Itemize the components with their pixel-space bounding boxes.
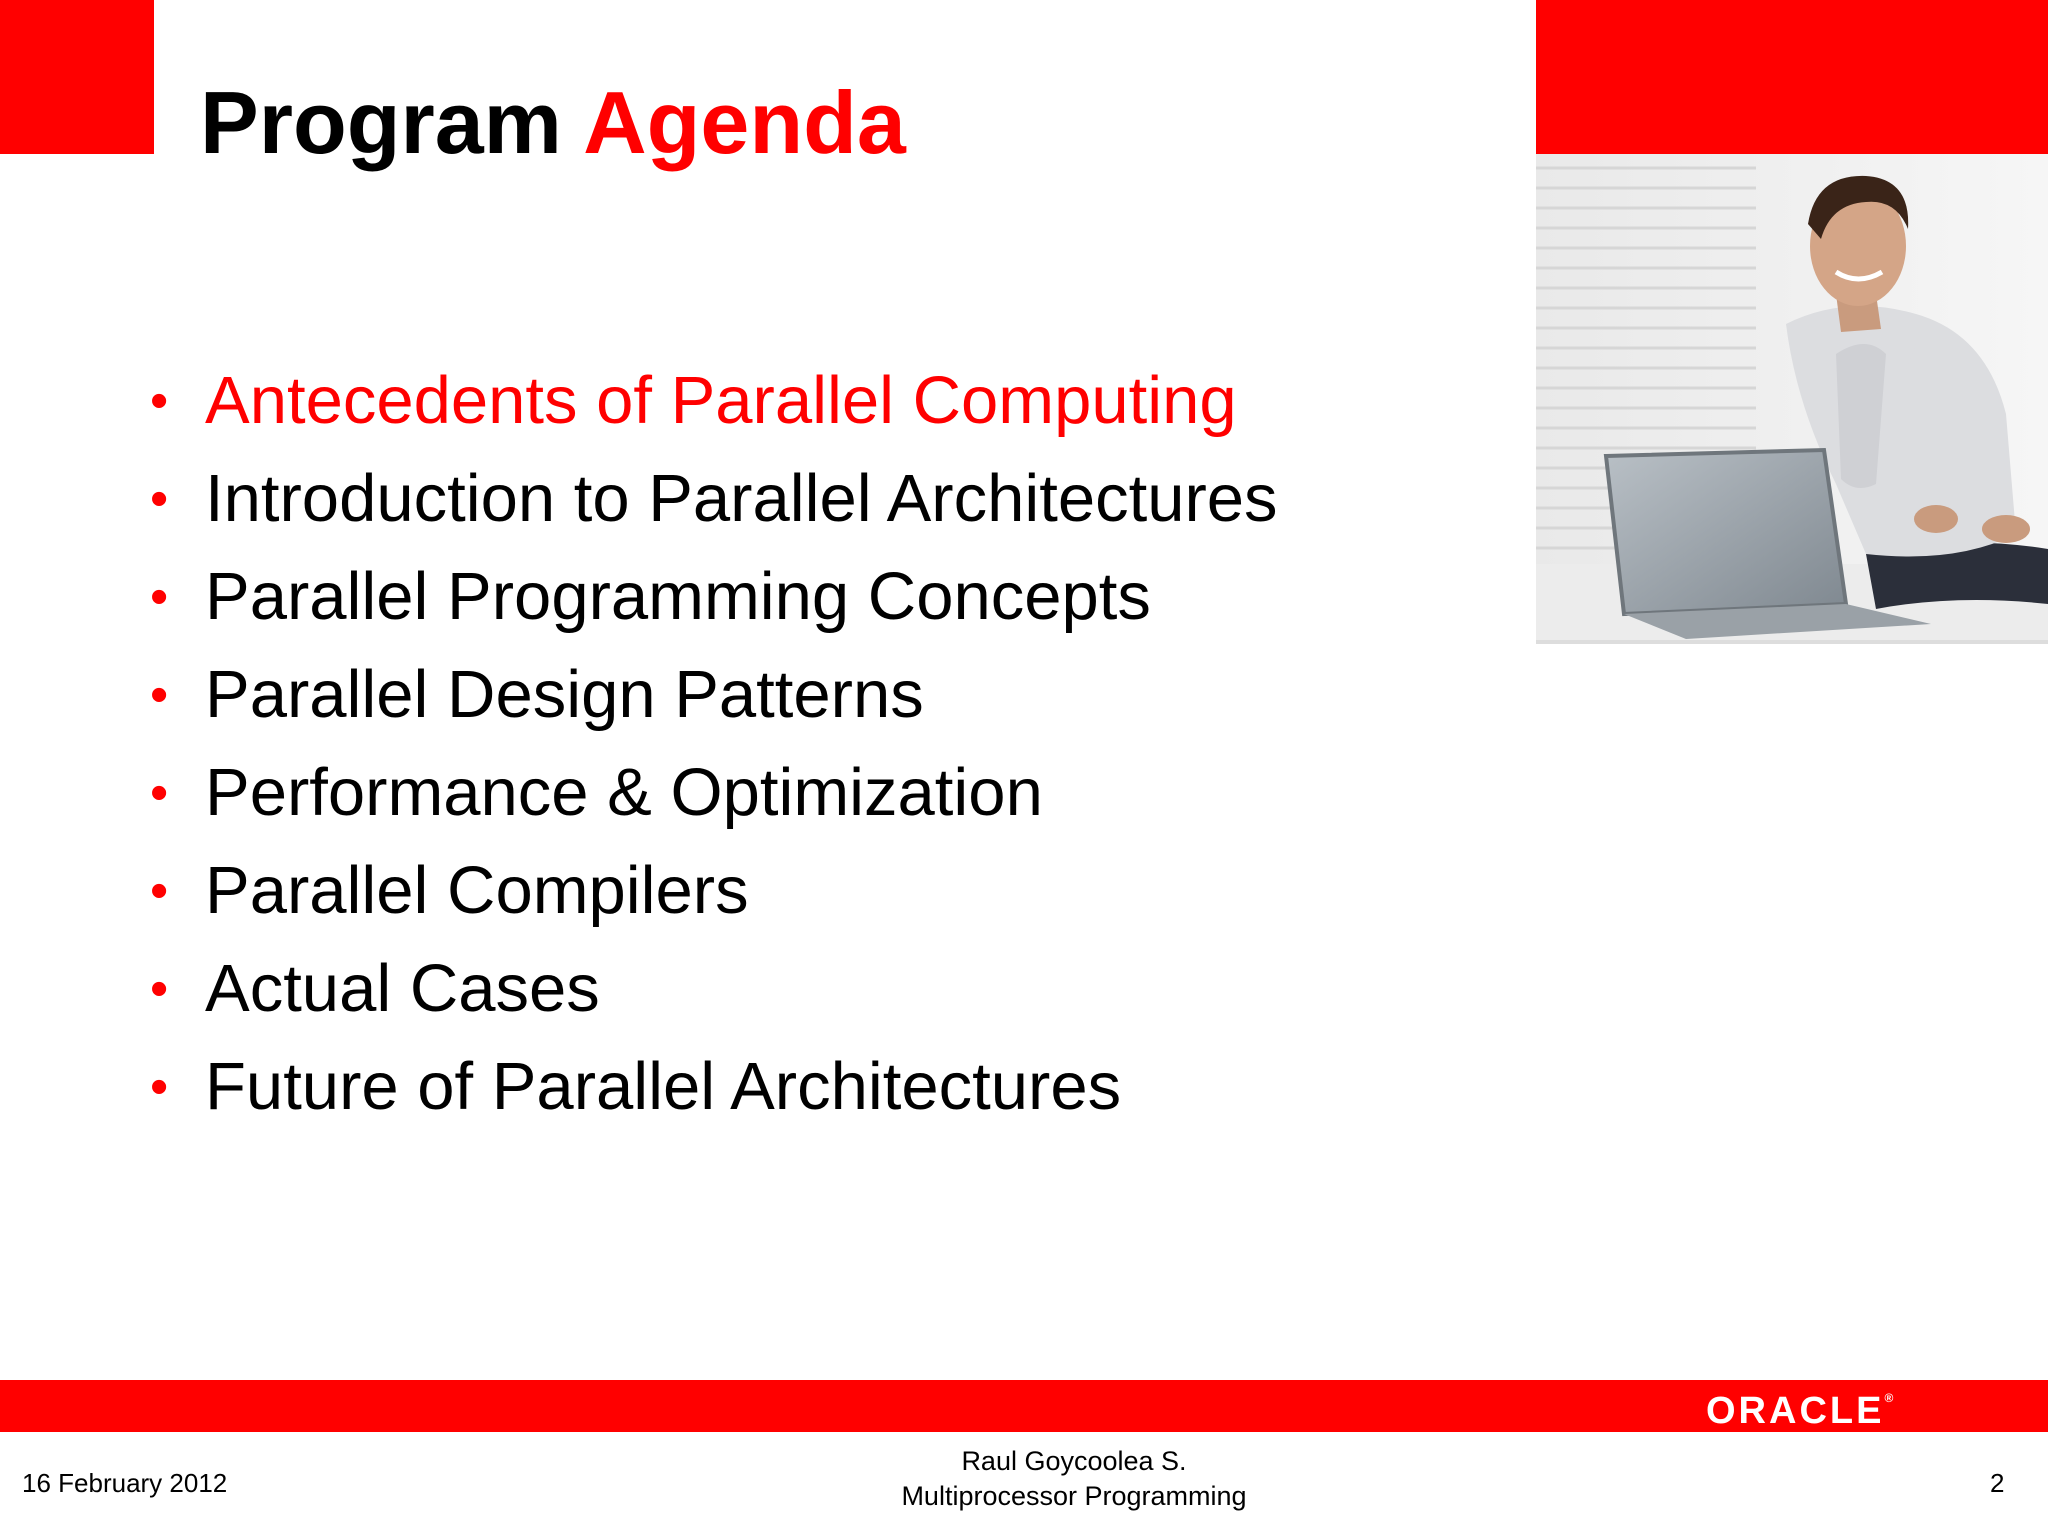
bullet-icon: • <box>150 1058 169 1116</box>
page-number: 2 <box>1990 1468 2005 1498</box>
agenda-item-actual-cases <box>150 940 1278 1038</box>
bullet-icon: • <box>150 666 169 724</box>
agenda-item-architectures-intro <box>150 450 1278 548</box>
agenda-item-label: Parallel Compilers <box>205 853 749 928</box>
bullet-icon: • <box>150 960 169 1018</box>
slide-title <box>200 72 906 173</box>
corner-accent-block <box>0 0 154 154</box>
footer-author: Raul Goycoolea S. <box>961 1446 1187 1476</box>
agenda-item-label: Parallel Programming Concepts <box>205 559 1151 634</box>
agenda-item-compilers <box>150 842 1278 940</box>
registered-mark: ® <box>1884 1391 1894 1405</box>
man-with-laptop-photo <box>1536 154 2048 644</box>
bullet-icon: • <box>150 470 169 528</box>
agenda-item-label: Performance & Optimization <box>205 755 1043 830</box>
agenda-item-label: Actual Cases <box>205 951 600 1026</box>
bullet-icon: • <box>150 372 169 430</box>
oracle-logo <box>1706 1392 1893 1430</box>
bullet-icon: • <box>150 568 169 626</box>
title-main: Program <box>200 73 562 172</box>
agenda-item-future <box>150 1038 1278 1136</box>
footer-date: 16 February 2012 <box>22 1468 228 1498</box>
agenda-item-label: Parallel Design Patterns <box>205 657 924 732</box>
agenda-item-performance <box>150 744 1278 842</box>
footer-course: Multiprocessor Programming <box>901 1481 1247 1511</box>
bullet-icon: • <box>150 862 169 920</box>
footer-presenter-info <box>774 1444 1374 1514</box>
agenda-item-design-patterns <box>150 646 1278 744</box>
title-accent: Agenda <box>583 73 906 172</box>
header-accent-block <box>1536 0 2048 154</box>
agenda-item-antecedents <box>150 352 1278 450</box>
agenda-item-label: Introduction to Parallel Architectures <box>205 461 1278 536</box>
bullet-icon: • <box>150 764 169 822</box>
agenda-item-programming-concepts <box>150 548 1278 646</box>
oracle-logo-text: ORACLE <box>1706 1390 1885 1432</box>
agenda-list <box>150 352 1278 1136</box>
agenda-item-label: Future of Parallel Architectures <box>205 1049 1122 1124</box>
agenda-item-label: Antecedents of Parallel Computing <box>205 363 1237 438</box>
